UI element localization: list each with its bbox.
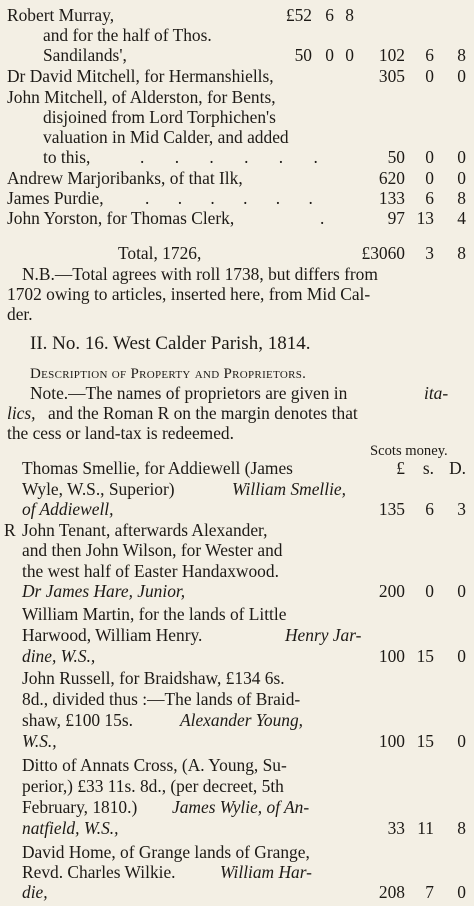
col-pence-2: 8 (457, 45, 466, 65)
col-pounds-2: 305 (378, 66, 405, 86)
entry-text: David Home, of Grange lands of Grange, (22, 842, 310, 862)
note-line (0, 264, 474, 284)
col-pence-2: D. (449, 458, 466, 478)
entry-italic: Henry Jar- (285, 625, 362, 645)
entry-line (0, 520, 474, 540)
entry-text: 8d., divided thus :—The lands of Braid- (22, 689, 301, 709)
col-pence-2: 3 (457, 499, 466, 519)
entry-line (0, 208, 474, 228)
col-shillings-2: 11 (417, 818, 434, 838)
note-text: Note.—The names of proprietors are given in (30, 383, 348, 403)
entry-text: John Yorston, for Thomas Clerk, (7, 208, 235, 228)
col-shillings-1: 6 (325, 5, 334, 25)
subheading (0, 364, 474, 384)
col-pence-2: 4 (457, 208, 466, 228)
col-pence-2: 0 (457, 66, 466, 86)
col-shillings-2: 0 (425, 581, 434, 601)
entry-line (0, 710, 474, 730)
entry-text: Ditto of Annats Cross, (A. Young, Su- (22, 755, 287, 775)
entry-italic: William Smellie, (232, 479, 346, 499)
col-pence-2: 8 (457, 243, 466, 263)
col-shillings-2: 0 (425, 147, 434, 167)
entry-line (0, 87, 474, 107)
entry-italic: natfield, W.S., (22, 818, 119, 838)
note-line (0, 423, 474, 443)
entry-line (0, 646, 474, 666)
leader-dots: . . . . . . (140, 147, 331, 167)
col-shillings-2: 15 (416, 731, 434, 751)
col-shillings-2: 6 (425, 188, 434, 208)
entry-line (0, 5, 474, 25)
entry-text: valuation in Mid Calder, and added (43, 127, 289, 147)
entry-line (0, 540, 474, 560)
entry-line (0, 66, 474, 86)
entry-line (0, 689, 474, 709)
entry-line (0, 458, 474, 478)
col-pounds-2: 133 (378, 188, 405, 208)
col-pounds-2: 97 (387, 208, 405, 228)
note-line (0, 284, 474, 304)
entry-text: shaw, £100 15s. (22, 710, 133, 730)
entry-line (0, 127, 474, 147)
entry-line (0, 731, 474, 751)
col-pounds-2: £ (396, 458, 405, 478)
entry-italic: Dr James Hare, Junior, (22, 581, 186, 601)
total-line (0, 243, 474, 263)
col-shillings-2: 6 (425, 499, 434, 519)
subheading-text: Description of Property and Proprietors. (30, 366, 307, 382)
entry-italic: W.S., (22, 731, 57, 751)
col-pounds-1: 50 (294, 45, 312, 65)
col-shillings-2: s. (422, 458, 434, 478)
entry-text: to this, (43, 147, 91, 167)
col-pence-1: 8 (345, 5, 354, 25)
col-shillings-2: 0 (425, 168, 434, 188)
col-pence-2: 8 (457, 818, 466, 838)
entry-text: Revd. Charles Wilkie. (22, 862, 176, 882)
entry-line (0, 479, 474, 499)
entry-line (0, 45, 474, 65)
leader-dots: . (320, 208, 325, 228)
entry-text: February, 1810.) (22, 797, 138, 817)
entry-text: William Martin, for the lands of Little (22, 604, 287, 624)
col-pounds-2: 135 (378, 499, 405, 519)
entry-text: Sandilands', (43, 45, 127, 65)
entry-text: Thomas Smellie, for Addiewell (James (22, 458, 293, 478)
entry-line (0, 862, 474, 882)
col-shillings-2: 6 (425, 45, 434, 65)
entry-text: John Tenant, afterwards Alexander, (22, 520, 268, 540)
entry-text: disjoined from Lord Torphichen's (43, 107, 276, 127)
entry-text: Dr David Mitchell, for Hermanshiells, (7, 66, 274, 86)
currency-caption-text: Scots money. (370, 443, 448, 459)
entry-line (0, 168, 474, 188)
entry-line (0, 797, 474, 817)
col-pence-1: 0 (345, 45, 354, 65)
entry-line (0, 107, 474, 127)
col-pounds-2: 100 (378, 646, 405, 666)
section-title (0, 332, 474, 356)
entry-line (0, 25, 474, 45)
col-shillings-2: 0 (425, 66, 434, 86)
col-shillings-2: 3 (425, 243, 434, 263)
entry-line (0, 776, 474, 796)
entry-italic: of Addiewell, (22, 499, 114, 519)
note-text: and the Roman R on the margin denotes that (48, 403, 358, 423)
col-pounds-2: 33 (387, 818, 405, 838)
note-line (0, 403, 474, 423)
col-pence-2: 0 (457, 147, 466, 167)
entry-text: the west half of Easter Handaxwood. (22, 561, 279, 581)
col-shillings-2: 15 (416, 646, 434, 666)
entry-line (0, 882, 474, 902)
entry-line (0, 625, 474, 645)
note-italic: lics, (7, 403, 36, 423)
note-line (0, 304, 474, 324)
entry-line (0, 668, 474, 688)
total-label: Total, 1726, (118, 243, 202, 263)
col-pounds-1: £52 (285, 5, 312, 25)
col-pounds-2: 620 (378, 168, 405, 188)
entry-line (0, 561, 474, 581)
entry-text: and then John Wilson, for Wester and (22, 540, 283, 560)
entry-italic: James Wylie, of An- (172, 797, 310, 817)
col-shillings-2: 7 (425, 882, 434, 902)
note-italic: ita- (424, 383, 449, 403)
entry-line (0, 581, 474, 601)
col-shillings-1: 0 (325, 45, 334, 65)
entry-line (0, 842, 474, 862)
note-text: der. (7, 304, 33, 324)
col-pounds-2: 100 (378, 731, 405, 751)
col-pence-2: 0 (457, 168, 466, 188)
entry-text: and for the half of Thos. (43, 25, 212, 45)
entry-text: James Purdie, (7, 188, 104, 208)
col-pence-2: 0 (457, 882, 466, 902)
col-pence-2: 0 (457, 731, 466, 751)
note-line (0, 383, 474, 403)
section-title-text: II. No. 16. West Calder Parish, 1814. (30, 333, 311, 354)
entry-line (0, 818, 474, 838)
col-pence-2: 0 (457, 646, 466, 666)
entry-line (0, 755, 474, 775)
entry-text: Wyle, W.S., Superior) (22, 479, 175, 499)
leader-dots: . . . . . . (145, 188, 325, 208)
entry-text: John Mitchell, of Alderston, for Bents, (7, 87, 276, 107)
note-text: N.B.—Total agrees with roll 1738, but differs from (22, 264, 378, 284)
entry-text: Harwood, William Henry. (22, 625, 203, 645)
note-text: 1702 owing to articles, inserted here, from Mid Cal- (7, 284, 371, 304)
col-pence-2: 0 (457, 581, 466, 601)
col-pounds-2: 208 (378, 882, 405, 902)
entry-line (0, 188, 474, 208)
entry-text: Robert Murray, (7, 5, 115, 25)
col-pounds-2: £3060 (361, 243, 405, 263)
col-pounds-2: 102 (378, 45, 405, 65)
entry-text: John Russell, for Braidshaw, £134 6s. (22, 668, 285, 688)
entry-line (0, 604, 474, 624)
entry-italic: Alexander Young, (180, 710, 304, 730)
entry-italic: die, (22, 882, 48, 902)
entry-text: perior,) £33 11s. 8d., (per decreet, 5th (22, 776, 284, 796)
entry-italic: William Har- (220, 862, 312, 882)
entry-text: Andrew Marjoribanks, of that Ilk, (7, 168, 243, 188)
redeemed-mark: R (4, 520, 16, 540)
col-pence-2: 8 (457, 188, 466, 208)
note-text: the cess or land-tax is redeemed. (7, 423, 234, 443)
entry-line (0, 499, 474, 519)
entry-italic: dine, W.S., (22, 646, 96, 666)
col-shillings-2: 13 (416, 208, 434, 228)
entry-line (0, 147, 474, 167)
col-pounds-2: 50 (387, 147, 405, 167)
col-pounds-2: 200 (378, 581, 405, 601)
